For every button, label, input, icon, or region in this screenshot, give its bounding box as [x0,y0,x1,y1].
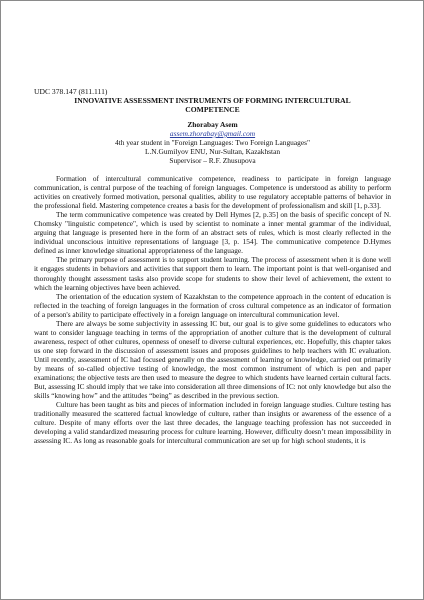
paper-title [34,96,391,114]
body-paragraph-1: Formation of intercultural communicative competence, readiness to participate in foreign language communication, is central purpose of the teaching of foreign languages. Competence is understood as ability to perform activities on creatively formed motivation, personal qualities, ability to use regulatory acceptable patterns of behavior in the professional field. Mastering competence creates a basis for the development of professionalism and skill [1, p.33]. [34,174,391,211]
paper-title-line-1: INNOVATIVE ASSESSMENT INSTRUMENTS OF FORMING INTERCULTURAL [74,96,351,105]
paper-title-line-2: COMPETENCE [185,105,240,114]
author-institution: L.N.Gumilyov ENU, Nur-Sultan, Kazakhstan [144,147,281,156]
udc-code: UDC 378.147 (811.111) [34,87,108,96]
body-paragraph-6: Culture has been taught as bits and pieces of information included in foreign language studies. Culture testing has traditionally measured the scattered factual knowledge of culture, rather than insights or awareness of the essence of a culture. Despite of many efforts over the last three decades, the language teaching profession has not succeeded in developing a valid standardized measuring process for culture learning. However, difficulty doesn’t mean impossibility in assessing IC. As long as reasonable goals for intercultural communication are set up for high school students, it is [34,400,391,446]
body-paragraph-4: The orientation of the education system of Kazakhstan to the competence approach in the content of education is reflected in the teaching of foreign languages in the formation of cross cultural competence as an indicator of formation of a person's ability to participate effectively in a foreign language on intercultural communication level. [34,291,391,319]
body-paragraph-2: The term communicative competence was created by Dell Hymes [2, p.35] on the basis of specific concept of N. Chomsky "linguistic competence", which is used by scientist to nominate a inner mental grammar of the individual, arguing that language is presented here in the form of an abstract sets of rules, which is most clearly reflected in the individual unconscious intuitive representations of language [3, p. 154]. The communicative competence D.Hymes defined as inner knowledge situational appropriateness of the language. [34,210,391,256]
author-email-link[interactable]: assem.zhorabay@gmail.com [169,129,256,138]
author-name: Zhorabay Asem [187,120,238,129]
body-paragraph-3: The primary purpose of assessment is to support student learning. The process of assessment when it is done well it engages students in behaviors and activities that support them to learn. The important point is that well-organised and thoroughly thought assessment tasks also provide scope for students to show their level of achievement, the extent to which the learning objectives have been achieved. [34,255,391,292]
author-status: 4th year student in "Foreign Languages: Two Foreign Languages" [114,138,311,147]
body-paragraph-5: There are always be some subjectivity in assessing IC but, our goal is to give some guidelines to educators who want to consider language teaching in terms of the appropriation of another culture that is the development of cultural awareness, respect of other cultures, openness of oneself to diverse cultural experiences, etc. Hopefully, this chapter takes us one step forward in the discussion of assessment issues and proposes guidelines to help teachers with IC evaluation. Until recently, assessment of IC had focused generally on the assessment of learning or knowledge, carried out primarily by means of so-called objective testing of knowledge, the most common instrument of which is pen and paper examinations; the objective tests are then used to measure the degree to which students have learned certain cultural facts. But, assessing IC should imply that we take into consideration all three dimensions of IC: not only knowledge but also the skills “knowing how” and the attitudes “being” as described in the previous section. [34,318,391,401]
supervisor-line: Supervisor – R.F. Zhusupova [169,156,256,165]
document-content [34,87,391,445]
author-email-line [34,129,391,138]
